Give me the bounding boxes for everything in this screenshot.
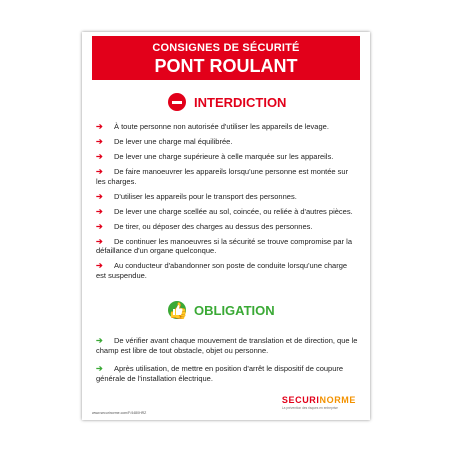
arrow-right-icon: ➔ <box>96 152 103 161</box>
arrow-right-icon: ➔ <box>96 167 103 176</box>
interdiction-list <box>96 122 358 286</box>
arrow-right-icon: ➔ <box>96 206 103 216</box>
list-item: ➔ D'utiliser les appareils pour le transport des personnes. <box>96 191 297 201</box>
list-item: ➔ De continuer les manoeuvres si la sécurité se trouve compromise par la défaillance d'un organe quelconque. <box>96 236 353 255</box>
poster-title: PONT ROULANT <box>154 56 298 76</box>
header-banner <box>92 36 360 80</box>
list-item: ➔ De lever une charge mal équilibrée. <box>96 137 233 146</box>
poster-subtitle: CONSIGNES DE SÉCURITÉ <box>152 42 300 54</box>
brand-tagline: La prévention des risques en entreprise <box>281 406 338 410</box>
interdiction-title: INTERDICTION <box>194 94 287 110</box>
arrow-right-icon: ➔ <box>96 191 103 201</box>
list-item: ➔ De lever une charge supérieure à celle marquée sur les appareils. <box>96 152 334 161</box>
list-item: ➔ Après utilisation, de mettre en position d'arrêt le dispositif de coupure générale de l'installation électrique. <box>96 364 344 383</box>
arrow-right-icon: ➔ <box>96 221 103 231</box>
brand-part1: SECURI <box>281 395 320 405</box>
list-item: ➔ De lever une charge scellée au sol, coincée, ou reliée à d'autres pièces. <box>96 206 353 216</box>
list-item: ➔ De faire manoeuvrer les appareils lorsqu'une personne est montée sur les charges. <box>96 167 349 186</box>
arrow-right-icon: ➔ <box>96 137 103 146</box>
arrow-right-icon: ➔ <box>96 336 103 345</box>
arrow-right-icon: ➔ <box>96 261 103 270</box>
list-item: ➔ À toute personne non autorisée d'utiliser les appareils de levage. <box>96 122 329 131</box>
list-item: ➔ De tirer, ou déposer des charges au dessus des personnes. <box>96 221 313 231</box>
thumbs-up-icon <box>168 301 186 319</box>
list-item: ➔ Au conducteur d'abandonner son poste de conduite lorsqu'une charge est suspendue. <box>96 261 348 280</box>
footer-url: www.securinorme.com/F/4480HRZ <box>92 411 147 415</box>
no-entry-icon <box>168 93 186 111</box>
interdiction-header <box>168 92 286 112</box>
obligation-header <box>168 300 275 320</box>
obligation-list <box>96 336 358 392</box>
brand-part2: NORME <box>319 395 356 405</box>
list-item: ➔ De vérifier avant chaque mouvement de translation et de direction, que le champ est libre de tout obstacle, objet ou personne. <box>96 336 358 355</box>
arrow-right-icon: ➔ <box>96 122 103 131</box>
arrow-right-icon: ➔ <box>96 364 103 373</box>
brand-logo <box>282 395 356 410</box>
safety-poster <box>82 32 370 420</box>
obligation-title: OBLIGATION <box>194 302 275 318</box>
arrow-right-icon: ➔ <box>96 236 103 246</box>
